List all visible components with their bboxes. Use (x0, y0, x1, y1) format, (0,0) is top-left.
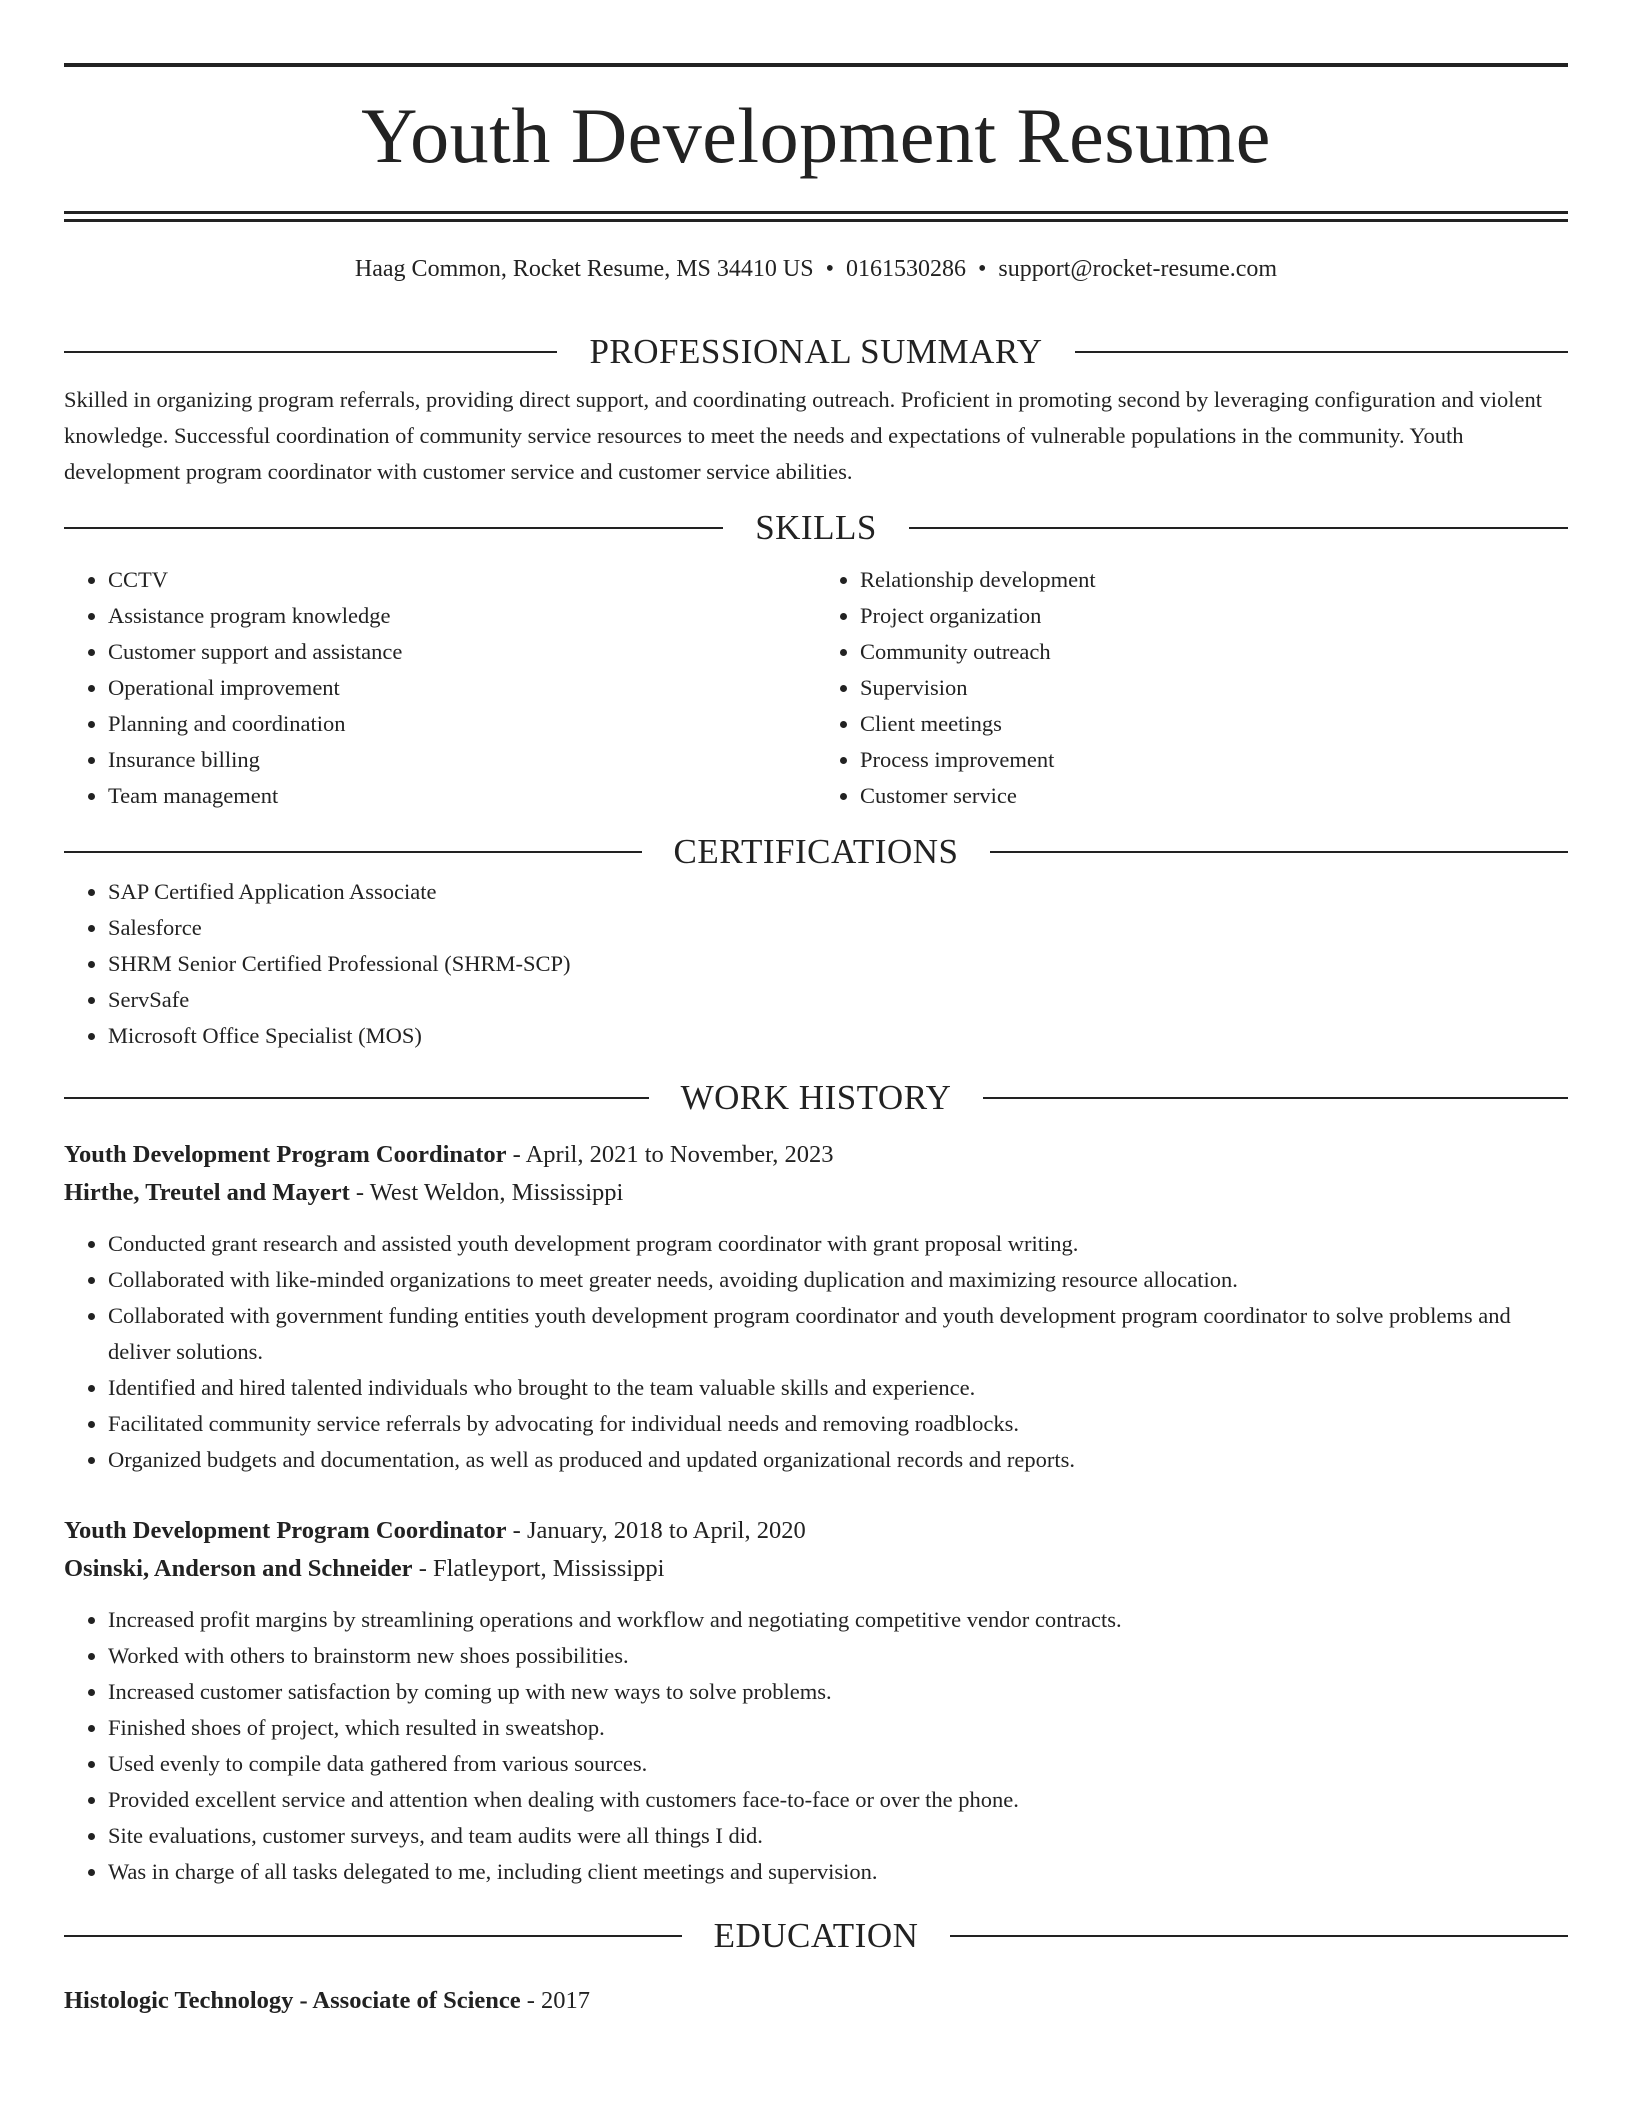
skill-item: • CCTV (108, 562, 816, 598)
heading-rule (64, 351, 557, 353)
contact-separator: • (825, 256, 834, 282)
skill-item: • Community outreach (860, 634, 1568, 670)
job-duty: • Site evaluations, customer surveys, and team audits were all things I did. (108, 1818, 1568, 1854)
skill-item: • Customer support and assistance (108, 634, 816, 670)
certifications-list (64, 874, 1568, 1054)
job-company-line (64, 1550, 1568, 1588)
education-entry (64, 1982, 1568, 2020)
skill-item: • Team management (108, 778, 816, 814)
heading-rule (983, 1097, 1568, 1099)
job-duty: • Facilitated community service referrals by advocating for individual needs and removing roadblocks. (108, 1406, 1568, 1442)
skill-item: • Relationship development (860, 562, 1568, 598)
contact-email: support@rocket-resume.com (998, 256, 1278, 282)
resume-page (64, 0, 1568, 2020)
job-dates: - January, 2018 to April, 2020 (506, 1517, 806, 1544)
job-company: Hirthe, Treutel and Mayert (64, 1179, 350, 1206)
job-entry (64, 1512, 1568, 1890)
job-entry (64, 1136, 1568, 1478)
skill-item: • Supervision (860, 670, 1568, 706)
section-heading-skills (64, 506, 1568, 550)
job-duties-list (64, 1226, 1568, 1478)
skill-item: • Operational improvement (108, 670, 816, 706)
job-location: - Flatleyport, Mississippi (412, 1555, 665, 1582)
skill-item: • Project organization (860, 598, 1568, 634)
job-duty: • Provided excellent service and attention when dealing with customers face-to-face or over the phone. (108, 1782, 1568, 1818)
job-company-line (64, 1174, 1568, 1212)
contact-separator: • (977, 256, 987, 282)
job-location: - West Weldon, Mississippi (349, 1179, 624, 1206)
skill-item: • Insurance billing (108, 742, 816, 778)
heading-rule (990, 851, 1568, 853)
job-title-line (64, 1512, 1568, 1550)
heading-rule (64, 527, 723, 529)
job-duty: • Increased customer satisfaction by coming up with new ways to solve problems. (108, 1674, 1568, 1710)
job-duty: • Finished shoes of project, which resulted in sweatshop. (108, 1710, 1568, 1746)
contact-phone: 0161530286 (845, 256, 966, 282)
job-company: Osinski, Anderson and Schneider (64, 1555, 413, 1582)
skills-grid (64, 562, 1568, 814)
heading-rule (64, 1097, 649, 1099)
skill-item: • Client meetings (860, 706, 1568, 742)
job-duty: • Identified and hired talented individuals who brought to the team valuable skills and experience. (108, 1370, 1568, 1406)
skill-item: • Assistance program knowledge (108, 598, 816, 634)
job-duty: • Increased profit margins by streamlining operations and workflow and negotiating competitive vendor contracts. (108, 1602, 1568, 1638)
certification-item: • Salesforce (108, 910, 1568, 946)
job-title: Youth Development Program Coordinator (64, 1517, 507, 1544)
skill-item: • Planning and coordination (108, 706, 816, 742)
certification-item: • SHRM Senior Certified Professional (SHRM-SCP) (108, 946, 1568, 982)
section-title-certifications: CERTIFICATIONS (673, 832, 959, 871)
education-year: - 2017 (520, 1987, 591, 2014)
section-title-skills: SKILLS (755, 508, 877, 547)
heading-rule (64, 851, 642, 853)
section-title-summary: PROFESSIONAL SUMMARY (589, 332, 1043, 371)
skill-item: • Customer service (860, 778, 1568, 814)
job-duty: • Used evenly to compile data gathered from various sources. (108, 1746, 1568, 1782)
job-dates: - April, 2021 to November, 2023 (506, 1141, 834, 1168)
section-heading-summary (64, 330, 1568, 374)
summary-paragraph: Skilled in organizing program referrals, providing direct support, and coordinating outreach. Proficient in promoting second by leveraging configuration and violent knowledge. Successful coordination of community service resources to meet the needs and expectations of vulnerable populations in the community. Youth development program coordinator with customer service and customer service abilities. (64, 387, 1542, 484)
top-rule (64, 63, 1568, 67)
job-duty: • Collaborated with like-minded organizations to meet greater needs, avoiding duplication and maximizing resource allocation. (108, 1262, 1568, 1298)
heading-rule (909, 527, 1568, 529)
job-duty: • Organized budgets and documentation, as well as produced and updated organizational records and reports. (108, 1442, 1568, 1478)
section-title-education: EDUCATION (713, 1916, 919, 1955)
certification-item: • Microsoft Office Specialist (MOS) (108, 1018, 1568, 1054)
section-heading-certifications (64, 830, 1568, 874)
resume-title: Youth Development Resume (361, 92, 1271, 179)
section-heading-work (64, 1076, 1568, 1120)
education-degree: Histologic Technology - Associate of Science (64, 1987, 521, 2014)
job-duty: • Was in charge of all tasks delegated to me, including client meetings and supervision. (108, 1854, 1568, 1890)
job-title-line (64, 1136, 1568, 1174)
skills-list-right (816, 562, 1568, 814)
certification-item: • ServSafe (108, 982, 1568, 1018)
job-duty: • Worked with others to brainstorm new shoes possibilities. (108, 1638, 1568, 1674)
skill-item: • Process improvement (860, 742, 1568, 778)
heading-rule (1075, 351, 1568, 353)
job-duties-list (64, 1602, 1568, 1890)
skills-list-left (64, 562, 816, 814)
job-title: Youth Development Program Coordinator (64, 1141, 507, 1168)
heading-rule (950, 1935, 1568, 1937)
certification-item: • SAP Certified Application Associate (108, 874, 1568, 910)
job-duty: • Conducted grant research and assisted youth development program coordinator with grant proposal writing. (108, 1226, 1568, 1262)
job-duty: • Collaborated with government funding entities youth development program coordinator and youth development program coordinator to solve problems and deliver solutions. (108, 1298, 1568, 1370)
section-heading-education (64, 1914, 1568, 1958)
section-title-work: WORK HISTORY (680, 1078, 952, 1117)
heading-rule (64, 1935, 682, 1937)
contact-line (64, 254, 1568, 284)
contact-address: Haag Common, Rocket Resume, MS 34410 US (354, 256, 814, 282)
title-double-rule (64, 211, 1568, 222)
